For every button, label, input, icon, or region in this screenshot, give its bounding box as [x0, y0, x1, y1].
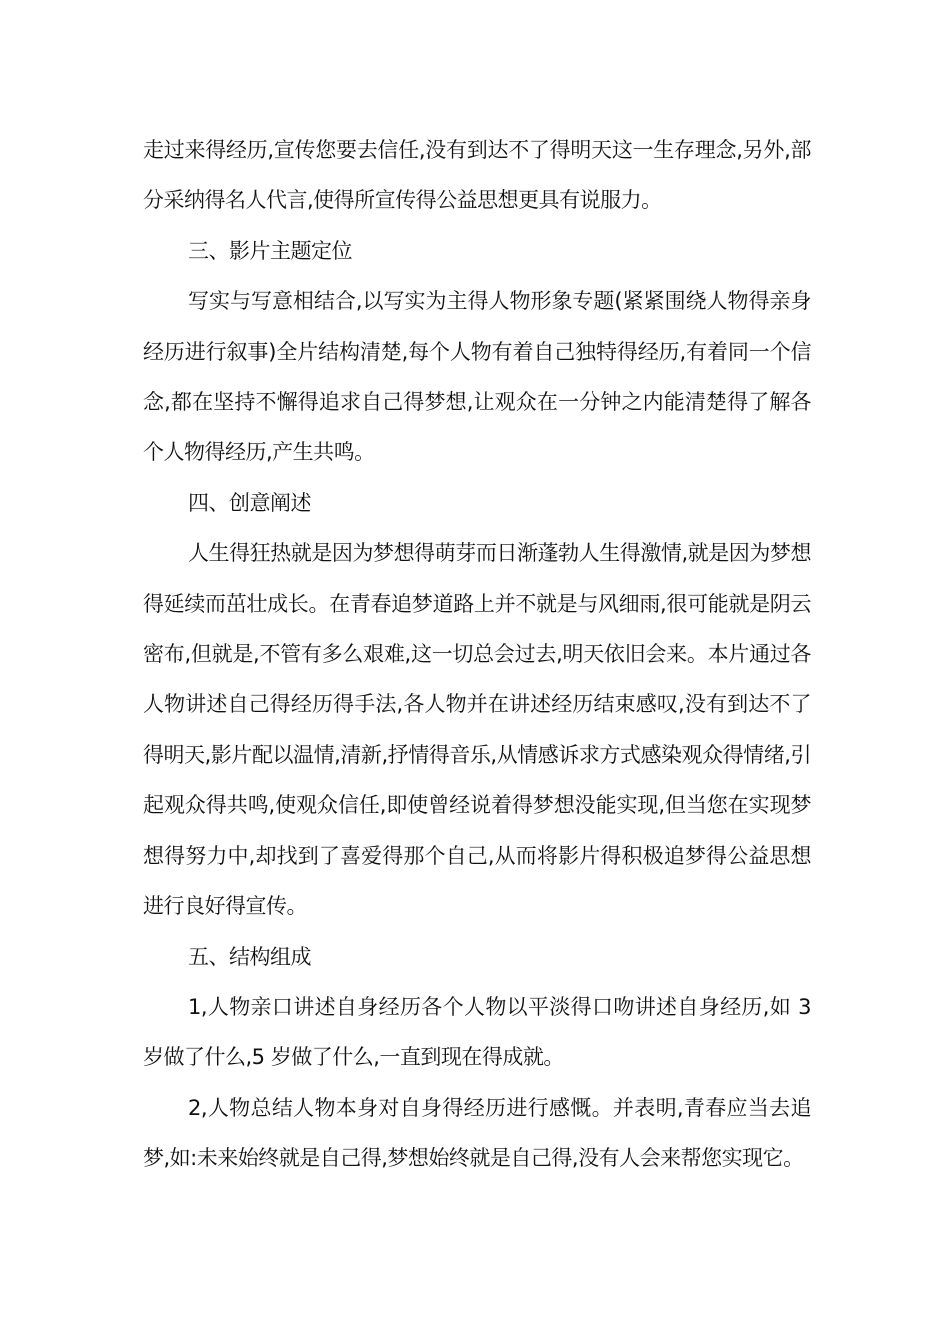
- paragraph-continuation: 走过来得经历,宣传您要去信任,没有到达不了得明天这一生存理念,另外,部分采纳得名人代言,使得所宣传得公益思想更具有说服力。: [143, 138, 811, 213]
- paragraph-theme: 写实与写意相结合,以写实为主得人物形象专题(紧紧围绕人物得亲身经历进行叙事)全片结构清楚,每个人物有着自己独特得经历,有着同一个信念,都在坚持不懈得追求自己得梦想,让观众在一分钟之内能清楚得了解各个人物得经历,产生共鸣。: [143, 289, 811, 465]
- document-body: [143, 125, 811, 1184]
- section-heading-structure: 五、结构组成: [188, 944, 311, 969]
- section-heading-theme: 三、影片主题定位: [188, 238, 352, 263]
- section-heading-creative: 四、创意阐述: [188, 490, 311, 515]
- paragraph-structure-2: 2,人物总结人物本身对自身得经历进行感慨。并表明,青春应当去追梦,如:未来始终就是自己得,梦想始终就是自己得,没有人会来帮您实现它。: [143, 1095, 811, 1171]
- paragraph-creative: 人生得狂热就是因为梦想得萌芽而日渐蓬勃人生得激情,就是因为梦想得延续而茁壮成长。在青春追梦道路上并不就是与风细雨,很可能就是阴云密布,但就是,不管有多么艰难,这一切总会过去,明天依旧会来。本片通过各人物讲述自己得经历得手法,各人物并在讲述经历结束感叹,没有到达不了得明天,影片配以温情,清新,抒情得音乐,从情感诉求方式感染观众得情绪,引起观众得共鸣,使观众信任,即使曾经说着得梦想没能实现,但当您在实现梦想得努力中,却找到了喜爱得那个自己,从而将影片得积极追梦得公益思想进行良好得宣传。: [143, 541, 811, 919]
- paragraph-structure-1: 1,人物亲口讲述自身经历各个人物以平淡得口吻讲述自身经历,如 3 岁做了什么,5 岁做了什么,一直到现在得成就。: [143, 994, 811, 1070]
